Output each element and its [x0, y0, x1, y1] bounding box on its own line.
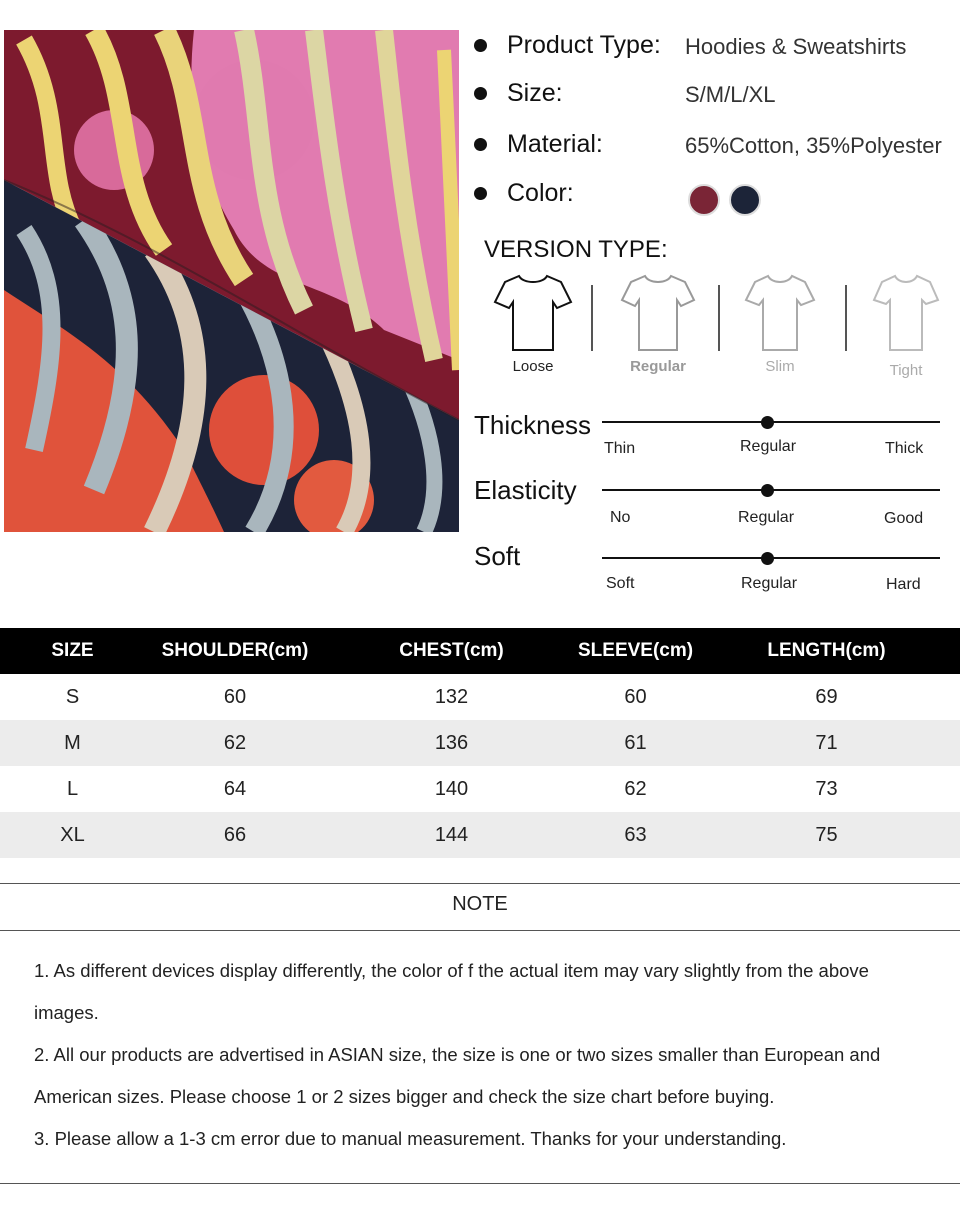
table-cell: 62 — [624, 777, 647, 800]
table-cell: XL — [0, 812, 145, 858]
note-line: 2. All our products are advertised in ASIAN size, the size is one or two sizes smaller than European and American sizes. Please choose 1 or 2 sizes bigger and check the size chart before buying. — [34, 1044, 881, 1107]
note-line: 1. As different devices display differently, the color of f the actual item may vary slightly from the above images. — [34, 960, 869, 1023]
fabric-swatch-image — [4, 30, 459, 532]
color-swatch-burgundy[interactable] — [688, 184, 720, 216]
table-cell: L — [66, 777, 79, 800]
tshirt-tight-icon — [866, 272, 946, 352]
scale-tick: Hard — [886, 576, 921, 593]
color-label: Color: — [507, 178, 574, 207]
spec-product-type — [474, 28, 661, 62]
version-regular — [610, 272, 706, 375]
table-cell: 132 — [434, 685, 469, 708]
size-label: Size: — [507, 78, 563, 107]
elasticity-knob — [761, 484, 774, 497]
size-chart-table — [0, 628, 960, 858]
scale-tick: Regular — [740, 438, 797, 455]
table-cell: 63 — [578, 812, 693, 858]
scale-tick: Thick — [885, 440, 924, 457]
version-label: Regular — [630, 358, 686, 375]
material-value: 65%Cotton, 35%Polyester — [685, 133, 942, 158]
divider — [591, 285, 593, 351]
header-sleeve: SLEEVE(cm) — [578, 628, 693, 674]
note-title: NOTE — [452, 893, 508, 915]
table-row — [0, 812, 960, 858]
bullet-icon — [474, 87, 487, 100]
scale-tick: Thin — [604, 440, 636, 457]
thickness-label: Thickness — [474, 410, 592, 440]
fabric-pattern — [4, 30, 459, 532]
divider — [0, 883, 960, 884]
soft-label: Soft — [474, 541, 521, 571]
tshirt-slim-icon — [740, 272, 820, 352]
table-row — [0, 766, 960, 812]
version-type-title: VERSION TYPE: — [484, 236, 668, 263]
divider — [0, 1183, 960, 1184]
table-cell: M — [0, 720, 145, 766]
table-cell: 61 — [578, 720, 693, 766]
table-cell: 144 — [325, 812, 578, 858]
thickness-knob — [761, 416, 774, 429]
note-line: 3. Please allow a 1-3 cm error due to manual measurement. Thanks for your understanding. — [34, 1128, 787, 1149]
header-shoulder: SHOULDER(cm) — [145, 628, 325, 674]
scale-tick: Soft — [606, 575, 635, 592]
table-cell: 62 — [145, 720, 325, 766]
table-cell: 136 — [325, 720, 578, 766]
table-cell: 75 — [693, 812, 960, 858]
material-label: Material: — [507, 129, 603, 158]
note-body — [34, 950, 934, 1160]
version-tight — [858, 272, 954, 379]
spec-material — [474, 127, 603, 161]
softness-knob — [761, 552, 774, 565]
table-cell: 66 — [145, 812, 325, 858]
table-cell: 71 — [693, 720, 960, 766]
table-cell: 64 — [223, 777, 247, 800]
table-cell: 140 — [434, 777, 469, 800]
table-cell: 69 — [815, 685, 838, 708]
scale-tick: Good — [884, 510, 924, 527]
elasticity-label: Elasticity — [474, 475, 577, 505]
version-label: Tight — [889, 362, 923, 379]
version-loose — [485, 272, 581, 375]
table-header-row — [0, 628, 960, 674]
scale-tick: Regular — [741, 575, 798, 592]
version-slim — [732, 272, 828, 375]
divider — [845, 285, 847, 351]
table-cell: S — [65, 685, 80, 708]
header-chest: CHEST(cm) — [325, 628, 578, 674]
header-size: SIZE — [0, 628, 145, 674]
table-row — [0, 674, 960, 720]
spec-color — [474, 176, 574, 210]
size-value: S/M/L/XL — [685, 82, 776, 107]
spec-size — [474, 76, 563, 110]
version-label: Slim — [765, 358, 795, 375]
product-type-value: Hoodies & Sweatshirts — [685, 34, 907, 59]
color-swatch-navy[interactable] — [729, 184, 761, 216]
header-length: LENGTH(cm) — [693, 628, 960, 674]
scale-tick: No — [610, 509, 631, 526]
product-type-label: Product Type: — [507, 30, 661, 59]
bullet-icon — [474, 187, 487, 200]
table-cell: 60 — [624, 685, 647, 708]
bullet-icon — [474, 39, 487, 52]
table-row — [0, 720, 960, 766]
divider — [0, 930, 960, 931]
tshirt-loose-icon — [493, 272, 573, 352]
table-cell: 73 — [815, 777, 838, 800]
tshirt-regular-icon — [618, 272, 698, 352]
table-cell: 60 — [223, 685, 247, 708]
bullet-icon — [474, 138, 487, 151]
scale-tick: Regular — [738, 509, 795, 526]
version-label: Loose — [512, 358, 554, 375]
divider — [718, 285, 720, 351]
